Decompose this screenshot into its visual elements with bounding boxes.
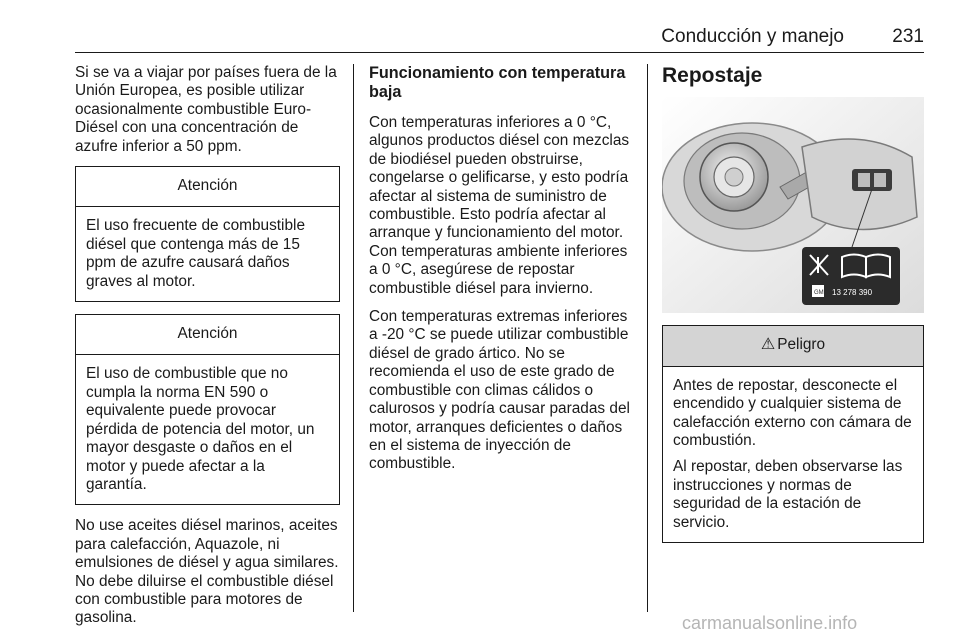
notice-title: Atención (76, 315, 339, 355)
danger-title: ⚠ Peligro (663, 326, 923, 366)
column-divider (353, 64, 354, 612)
page-number: 231 (892, 26, 924, 47)
column-middle (369, 64, 635, 484)
notice-title: Atención (76, 167, 339, 207)
warning-triangle-icon: ⚠ (760, 336, 776, 354)
danger-text: Antes de repostar, desconecte el encendido y cualquier sistema de calefacción externo con cámara de combustión. (673, 376, 912, 450)
notice-box (75, 314, 340, 505)
intro-paragraph: Si se va a viajar por países fuera de la Unión Europea, es posible utilizar ocasionalmente combustible Euro-Diésel con una concentración de azufre inferior a 50 ppm. (75, 64, 337, 155)
outro-paragraph: No use aceites diésel marinos, aceites para calefacción, Aquazole, ni emulsiones de diésel y agua similares. No debe diluirse el combustible diésel con combustible para motores de gasolina. (75, 517, 339, 627)
danger-box (662, 325, 924, 543)
figure-badge: GM (814, 290, 824, 297)
column-divider (647, 64, 648, 612)
column-right (662, 64, 924, 555)
section-title: Conducción y manejo (661, 26, 844, 47)
body-paragraph: Con temperaturas extremas inferiores a -20 °C se puede utilizar combustible diésel de grado ártico. No se recomienda el uso de este grado de combustible con climas cálidos o calurosos y podría causar paradas del motor, arranques deficientes o daños en el sistema de inyección de combustible. (369, 308, 630, 473)
body-paragraph: Con temperaturas inferiores a 0 °C, algunos productos diésel con mezclas de biodiésel pueden obstruirse, congelarse o gelificarse, y esto podría afectar al sistema de suministro de combustible. Esto podría afectar al arranque y funcionamiento del motor. Con temperaturas ambiente inferiores a 0 °C, asegúrese de repostar combustible diésel para invierno. (369, 114, 630, 297)
notice-box (75, 166, 340, 302)
page-header (75, 26, 924, 53)
section-heading: Funcionamiento con temperatura baja (369, 64, 626, 101)
notice-text: El uso de combustible que no cumpla la norma EN 590 o equivalente puede provocar pérdida de potencia del motor, un mayor desgaste o daños en el motor y puede afectar a la garantía. (86, 365, 315, 493)
watermark: carmanualsonline.info (682, 613, 858, 633)
fuel-filler-illustration (662, 97, 924, 313)
notice-text: El uso frecuente de combustible diésel que contenga más de 15 ppm de azufre causará daños graves al motor. (86, 217, 306, 290)
section-heading: Repostaje (662, 64, 763, 87)
danger-text: Al repostar, deben observarse las instrucciones y normas de seguridad de la estación de servicio. (673, 458, 903, 531)
figure-code: 13 278 390 (832, 288, 873, 298)
column-left (75, 64, 340, 638)
